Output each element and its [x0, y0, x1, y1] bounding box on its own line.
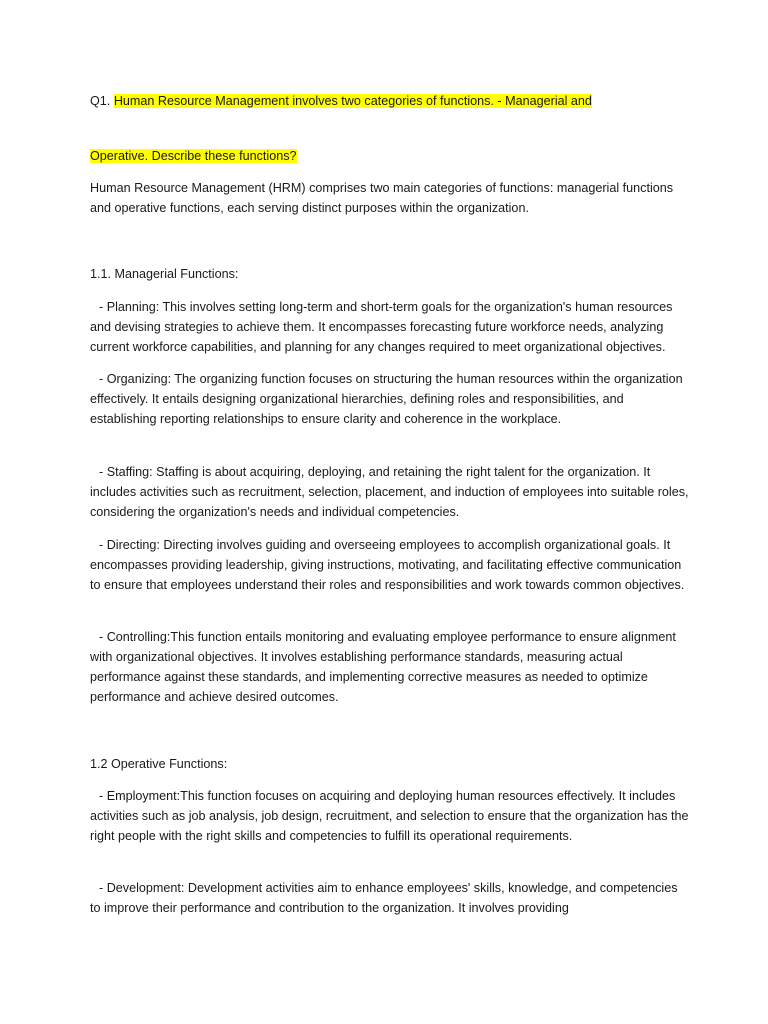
- intro-paragraph: Human Resource Management (HRM) comprises two main categories of functions: managerial functions and operative functions, each serving distinct purposes within the organization.: [90, 181, 674, 215]
- managerial-item-organizing: - Organizing: The organizing function focuses on structuring the human resources within the organization effectively. It entails designing organizational hierarchies, defining roles and responsibilities, and establishing reporting relationships to ensure clarity and coherence in the workplace.: [90, 372, 683, 426]
- managerial-item-controlling: - Controlling:This function entails monitoring and evaluating employee performance to ensure alignment with organizational objectives. It involves establishing performance standards, measuring actual performance against these standards, and implementing corrective measures as needed to optimize performance and achieve desired outcomes.: [90, 630, 676, 704]
- operative-item-employment: - Employment:This function focuses on acquiring and deploying human resources effectively. It includes activities such as job analysis, job design, recruitment, and selection to ensure that the organization has the right people with the right skills and competencies to fulfill its operational requirements.: [90, 789, 689, 843]
- question-highlight-2: Operative. Describe these functions?: [90, 149, 297, 163]
- operative-heading: 1.2 Operative Functions:: [90, 757, 228, 771]
- managerial-item-staffing: - Staffing: Staffing is about acquiring, deploying, and retaining the right talent for the organization. It includes activities such as recruitment, selection, placement, and induction of employees into suitable roles, considering the organization's needs and individual competencies.: [90, 465, 689, 519]
- question-line-1: [90, 91, 592, 111]
- managerial-item-directing: - Directing: Directing involves guiding and overseeing employees to accomplish organizational goals. It encompasses providing leadership, giving instructions, motivating, and facilitating effective communication to ensure that employees understand their roles and responsibilities and work towards common objectives.: [90, 538, 685, 592]
- managerial-item-planning: - Planning: This involves setting long-term and short-term goals for the organization's human resources and devising strategies to achieve them. It encompasses forecasting future workforce needs, analyzing current workforce capabilities, and planning for any changes required to meet organizational objectives.: [90, 300, 673, 354]
- question-line-2: [90, 146, 297, 166]
- managerial-heading: 1.1. Managerial Functions:: [90, 267, 239, 281]
- operative-item-development: - Development: Development activities aim to enhance employees' skills, knowledge, and competencies to improve their performance and contribution to the organization. It involves providing: [90, 881, 678, 915]
- question-highlight-1: Human Resource Management involves two categories of functions. - Managerial and: [113, 94, 592, 108]
- question-prefix: Q1.: [90, 94, 114, 108]
